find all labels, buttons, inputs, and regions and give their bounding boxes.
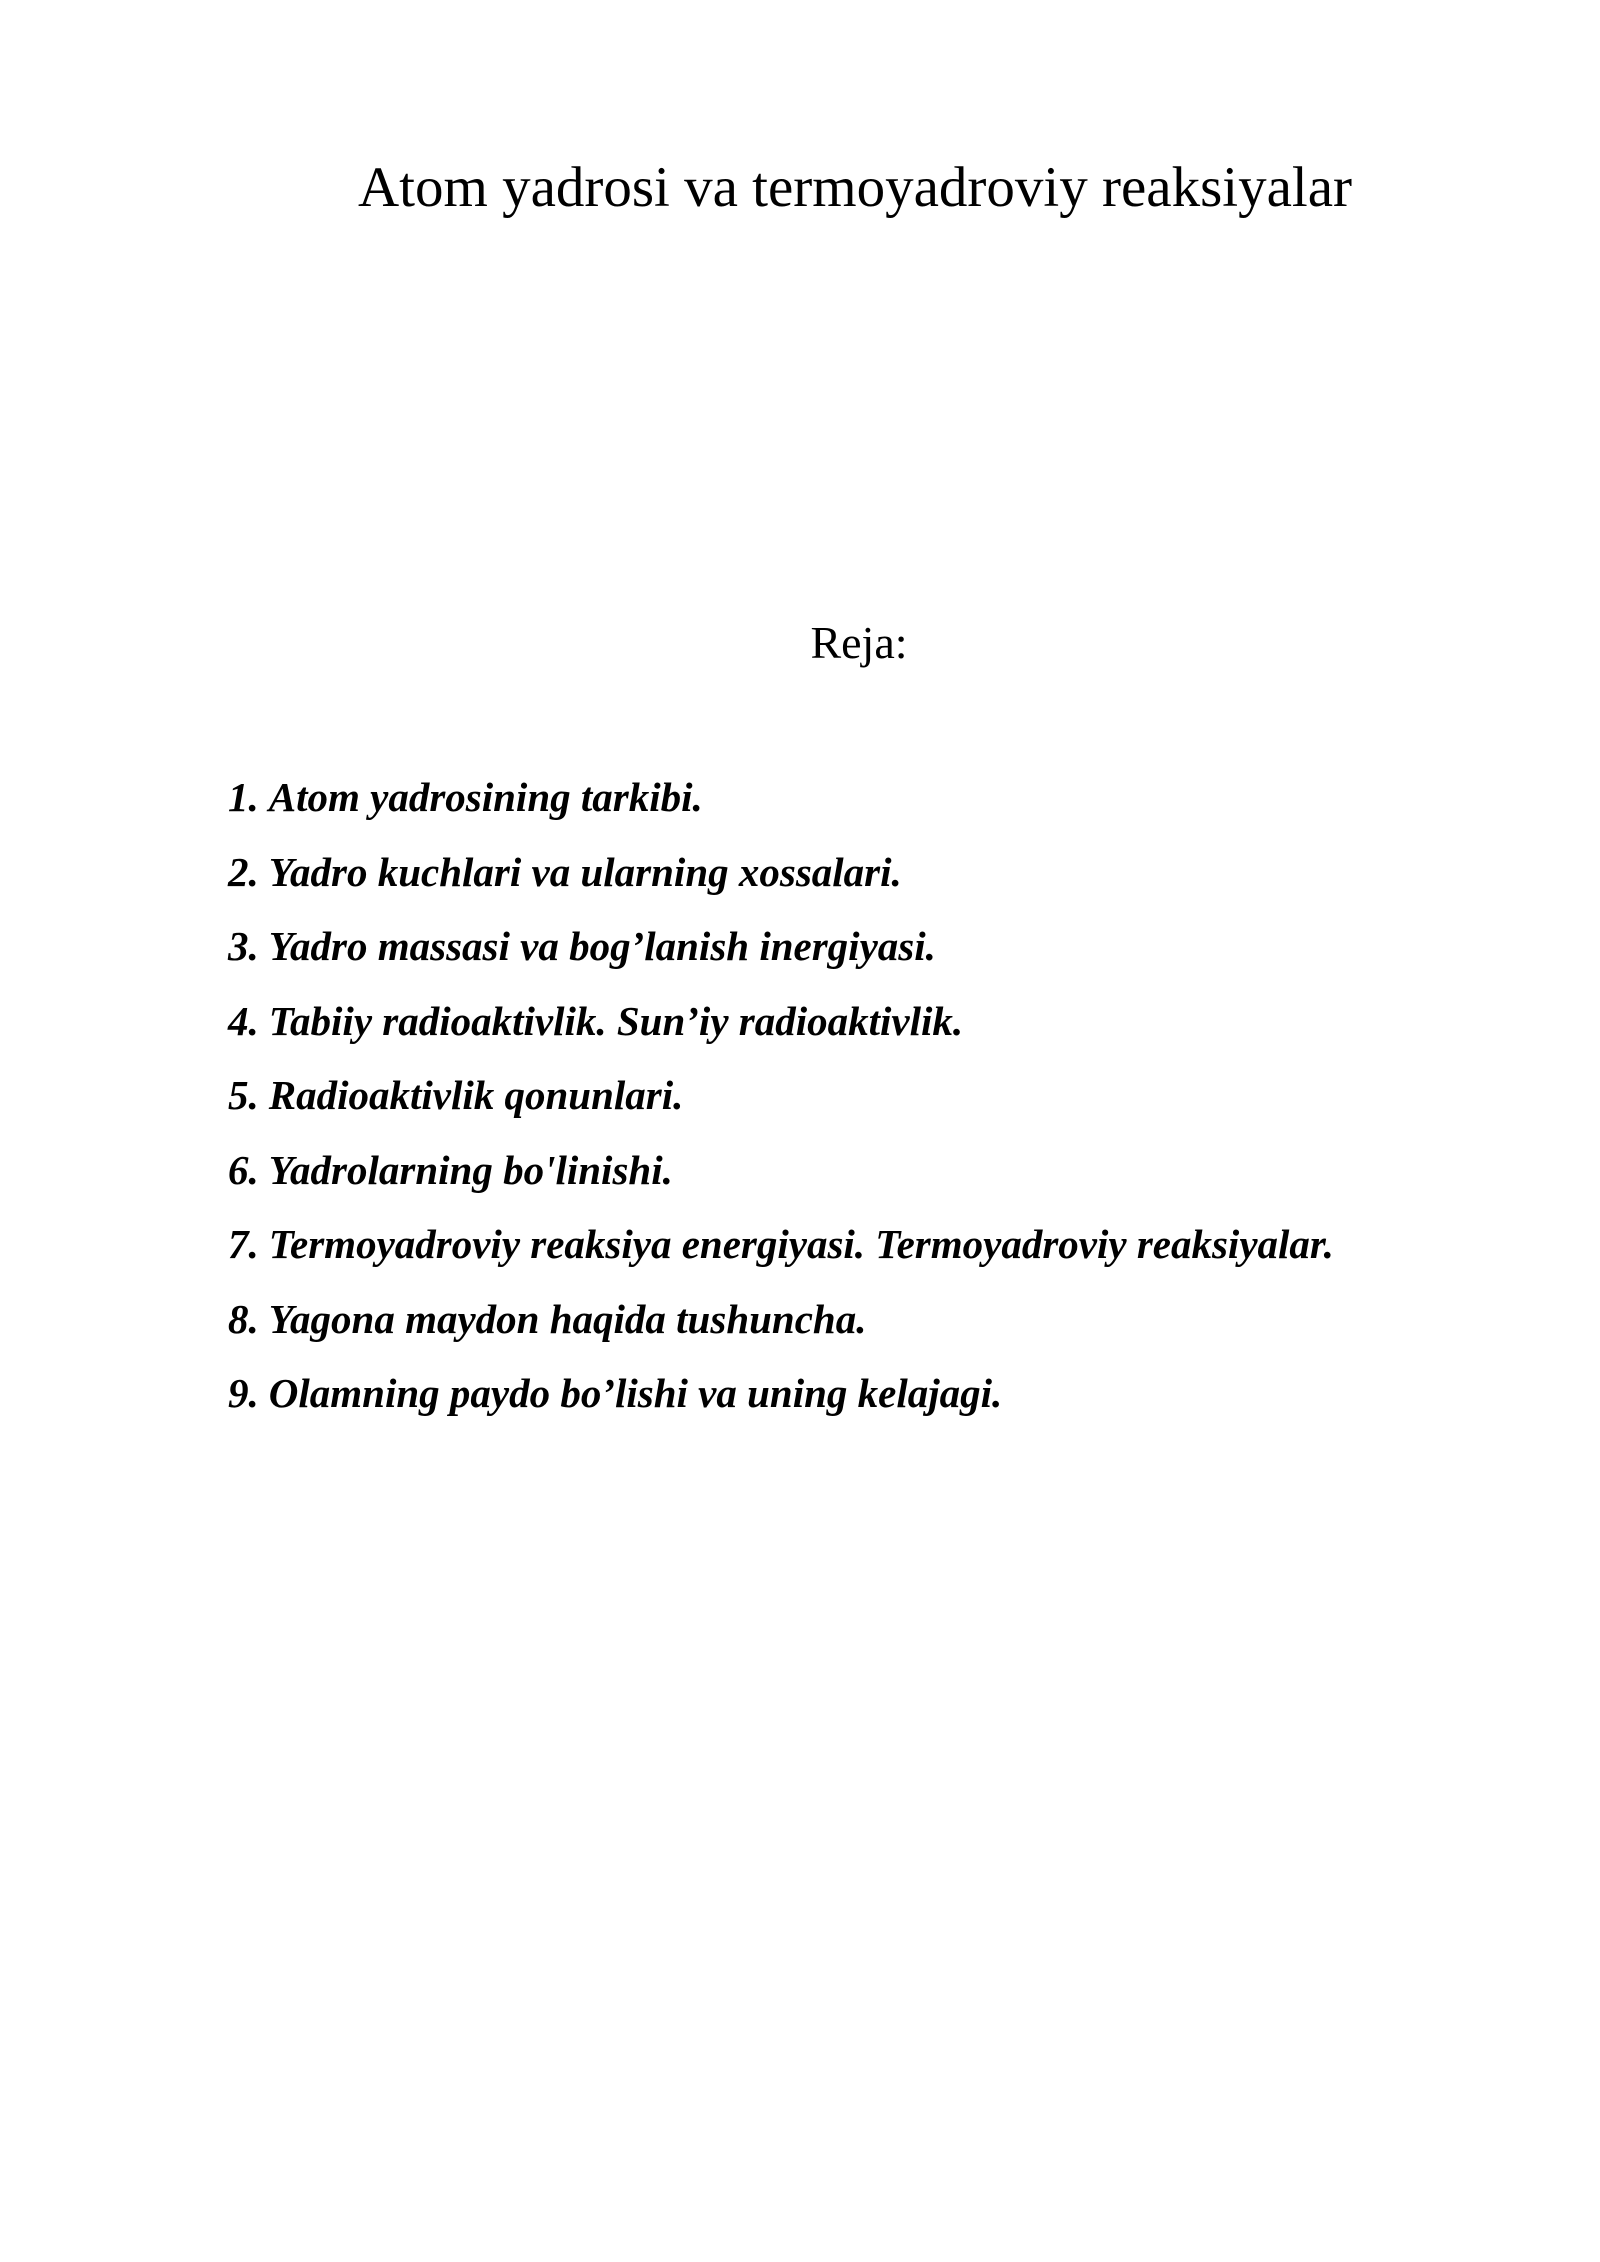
plan-item-number: 4.: [228, 997, 259, 1044]
plan-item-text: Olamning paydo bo’lishi va uning kelajagi.: [268, 1370, 1003, 1416]
plan-item-number: 7.: [228, 1221, 259, 1267]
plan-item-number: 9.: [228, 1370, 259, 1416]
plan-item: [228, 984, 1334, 1059]
plan-item: [228, 909, 1334, 984]
plan-list: [228, 760, 1334, 1431]
plan-item-text: Yadrolarning bo'linishi.: [268, 1146, 673, 1193]
plan-item-number: 3.: [228, 923, 259, 969]
plan-item: [228, 1207, 1334, 1282]
plan-item-text: Tabiiy radioaktivlik. Sun’iy radioaktivlik.: [268, 997, 964, 1044]
plan-item-number: 2.: [228, 848, 259, 895]
page-title: Atom yadrosi va termoyadroviy reaksiyalar: [357, 156, 1353, 219]
plan-item-text: Yagona maydon haqida tushuncha.: [268, 1295, 867, 1342]
plan-item-number: 6.: [228, 1146, 259, 1193]
plan-item: [228, 1356, 1334, 1431]
plan-item-text: Atom yadrosining tarkibi.: [268, 774, 703, 820]
plan-item: [228, 835, 1334, 910]
plan-item-text: Yadro massasi va bog’lanish inergiyasi.: [268, 923, 936, 969]
plan-item-number: 1.: [228, 774, 259, 820]
plan-item-number: 5.: [228, 1072, 259, 1118]
plan-item: [228, 760, 1334, 835]
plan-item-text: Termoyadroviy reaksiya energiyasi. Termoyadroviy reaksiyalar.: [268, 1221, 1334, 1267]
plan-item: [228, 1282, 1334, 1357]
plan-item-text: Yadro kuchlari va ularning xossalari.: [268, 848, 902, 895]
plan-item-text: Radioaktivlik qonunlari.: [268, 1072, 684, 1118]
plan-item: [228, 1133, 1334, 1208]
plan-item-number: 8.: [228, 1295, 259, 1342]
plan-heading: Reja:: [810, 617, 908, 668]
plan-item: [228, 1058, 1334, 1133]
